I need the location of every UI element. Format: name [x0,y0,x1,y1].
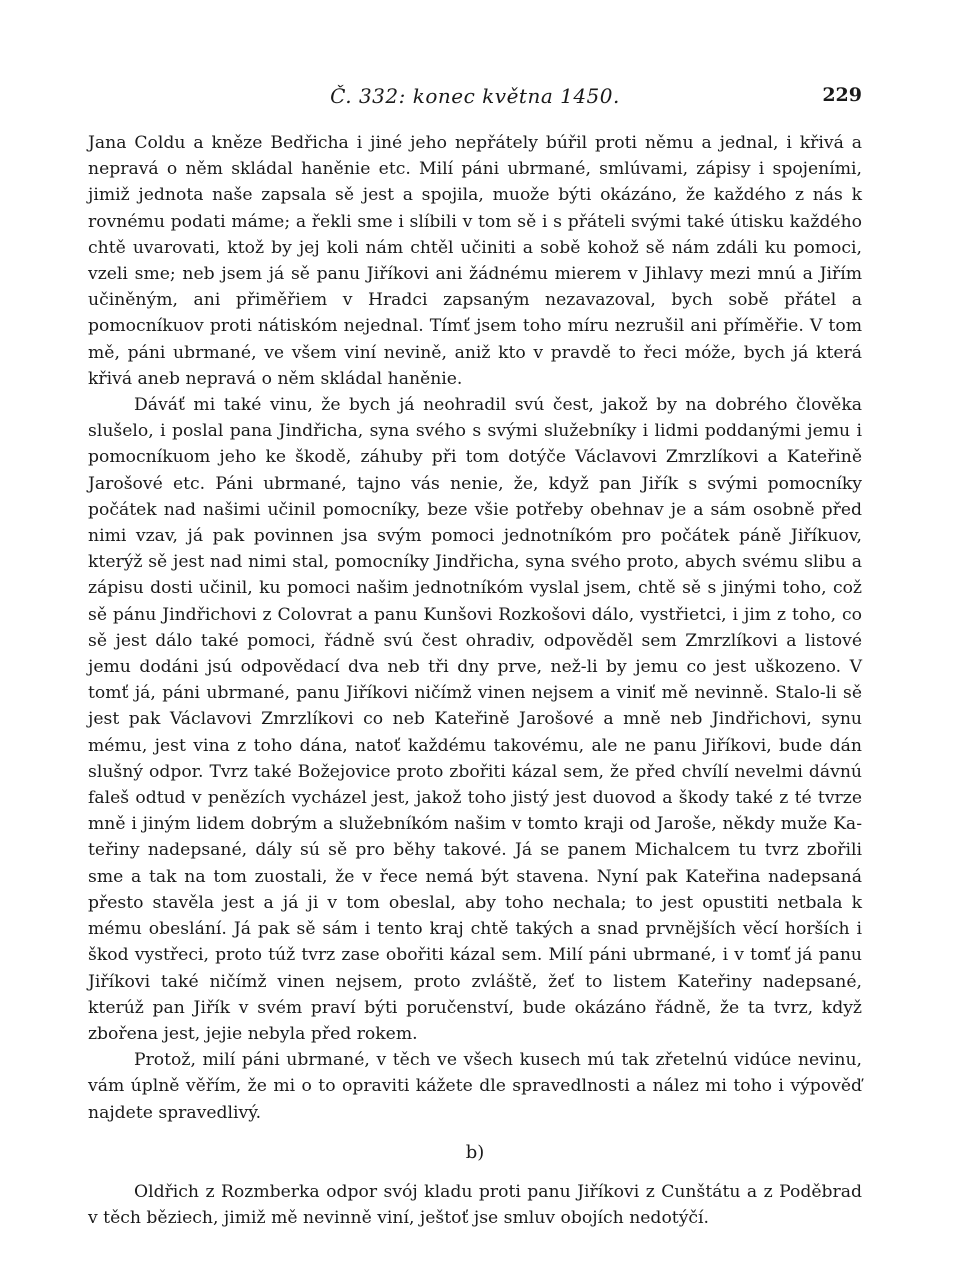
running-title: Č. 332: konec května 1450. [330,84,620,108]
paragraph-section-b: Oldřich z Rozmberka odpor svój kladu proti panu Jiříkovi z Cunštátu a z Poděbrad v těch běziech, jimiž mě nevinně viní, ještoť jse smluv obojích nedotýčí. [88,1181,862,1228]
document-page [88,84,862,1231]
section-label: b) [465,1141,485,1163]
paragraph-conclusion: Protož, milí páni ubrmané, v těch ve všech kusech mú tak zřetelnú vidúce nevinu, vám úplně věřím, že mi o to opraviti kážete dle spravedlnosti a nález mi toho i výpověď najdete spravedlivý. [88,1050,862,1123]
paragraph-continuation: Jana Coldu a kněze Bedřicha i jiné jeho nepřátely búřil proti němu a jednal, i křivá a nepravá o něm skládal haněnie etc. Milí páni ubrmané, smlúvami, zápisy i spojeními, jimiž jednota naše zapsala sě jest a spojila, muože býti okázáno, že každého z nás k rovnému podati máme; a řekli sme i slíbili v tom sě i s přáteli svými také útisku každého chtě uvarovati, ktož by jej koli nám chtěl učiniti a sobě kohož sě nám zdáli ku pomoci, vzeli sme; neb jsem já sě panu Jiříkovi ani žádnému mierem v Jihlavy mezi mnú a Jiřím učiněným, ani přiměřiem v Hradci zapsaným nezavazoval, bych sobě přátel a pomocníkuov proti nátiskóm nejednal. Tímť jsem toho míru nezrušil ani příměřie. V tom mě, páni ubrmané, ve všem viní nevině, aniž kto v pravdě to řeci móže, bych já která křivá aneb nepravá o něm skládal haněnie. [88,133,862,389]
page-header [88,84,862,114]
body-text [88,130,862,1231]
page-number: 229 [822,84,862,106]
paragraph-accusation-response: Dáváť mi také vinu, že bych já neohradil svú čest, jakož by na dobrého člověka slušelo, i poslal pana Jindřicha, syna svého s svými služebníky i lidmi poddanými jemu i pomocníkuom jeho ke škodě, záhuby při tom dotýče Václavovi Zmrzlíkovi a Kateřině Jarošové etc. Páni ubrmané, tajno vás nenie, že, když pan Jiřík s svými pomocníky počátek nad našimi učinil pomocníky, beze všie potřeby obehnav je a sám osobně před nimi vzav, já pak povinnen jsa svým pomoci jednotníkóm pro počátek páně Jiříkuov, kterýž sě jest nad nimi stal, pomocníky Jindřicha, syna svého proto, abych svému slibu a zápisu dosti učinil, ku pomoci našim jednotníkóm vyslal jsem, chtě sě s jinými toho, což sě pánu Jindřichovi z Colovrat a panu Kunšovi Rozkošovi dálo, vystřietci, i jim z toho, co sě jest dálo také pomoci, řádně svú čest ohradiv, odpověděl sem Zmrzlíkovi a listové jemu dodáni jsú odpovědací dva neb tři dny prve, než-li by jemu co jest uškozeno. V tomť já, páni ubrmané, panu Jiříkovi ničímž vinen nejsem a viniť mě nevinně. Stalo-li sě jest pak Václavovi Zmrzlíkovi co neb Kateřině Jarošové a mně neb Jindřichovi, synu mému, jest vina z toho dána, natoť každému takovému, ale ne panu Jiříkovi, bude dán slušný odpor. Tvrz také Božejovice proto zbořiti kázal sem, že před chvílí nevelmi dávnú faleš odtud v penězích vycházel jest, jakož toho jistý jest duovod a škody také z té tvrze mně i jiným lidem dobrým a služebníkóm našim v tomto kraji od Jaroše, někdy muže Kateřiny nadepsané, dály sú sě pro běhy takové. Já se panem Michalcem tu tvrz zbořili sme a tak na tom zuostali, že v řece nemá být stavena. Nyní pak Kateřina nadepsaná přesto stavěla jest a já ji v tom obeslal, aby toho nechala; to jest opustiti netbala k mému obeslání. Já pak sě sám i tento kraj chtě takých a snad prvnějších věcí horších i škod vystřeci, proto túž tvrz zase obořiti kázal sem. Milí páni ubrmané, i v tomť já panu Jiříkovi také ničímž vinen nejsem, proto zvláště, žeť to listem Kateřiny nadepsané, kterúž pan Jiřík v svém praví býti poručenství, bude okázáno řádně, že ta tvrz, když zbořena jest, jejie nebyla před rokem. [88,395,862,1044]
